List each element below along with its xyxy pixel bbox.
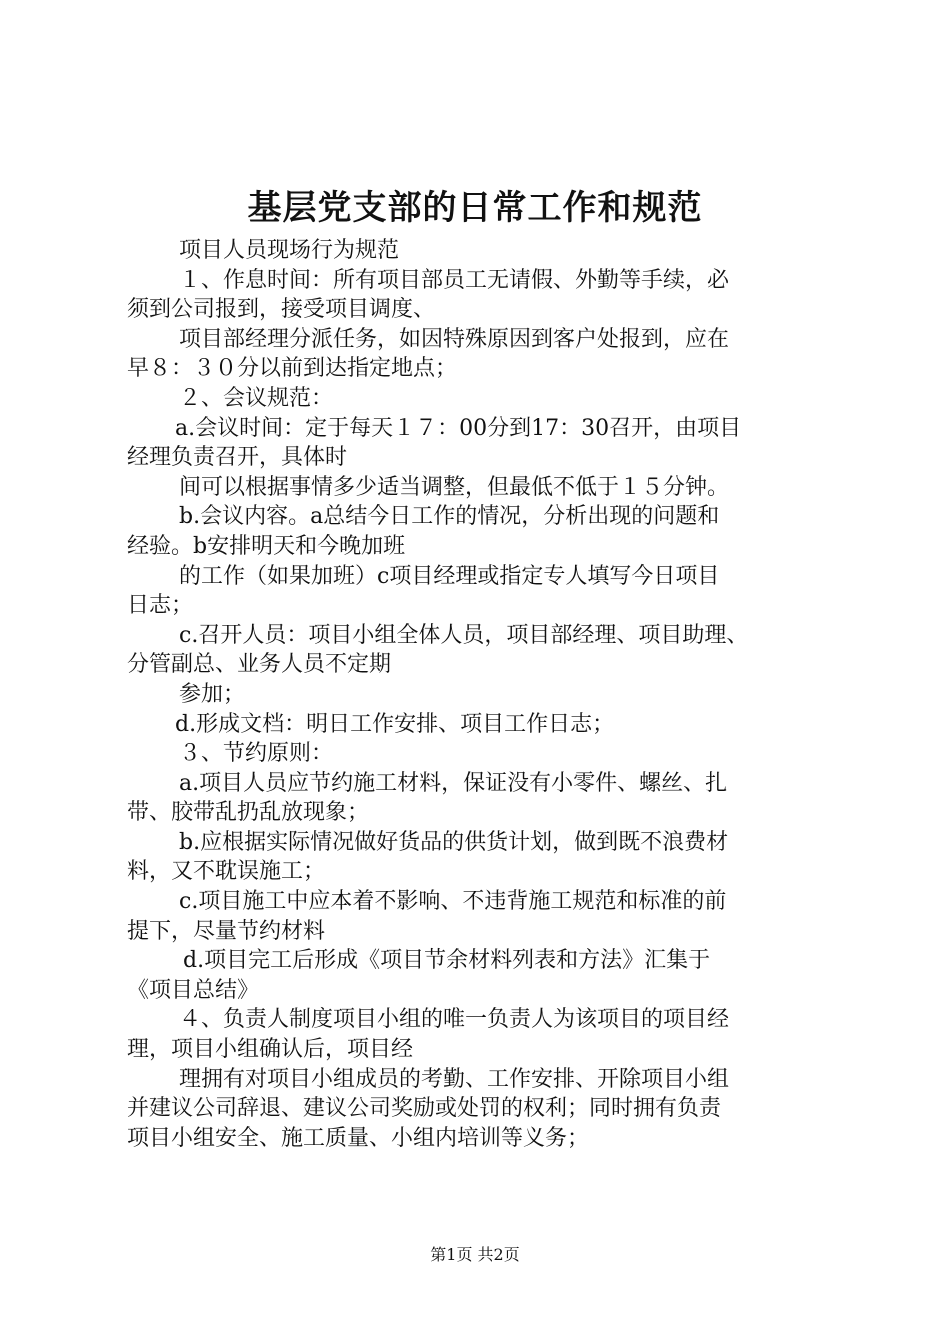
- text-line: 项目人员现场行为规范: [179, 238, 400, 263]
- text-line: 经理负责召开，具体时: [127, 445, 348, 471]
- document-body: [127, 236, 837, 1153]
- text-line: ３、节约原则：: [179, 741, 334, 767]
- text-line: c.召开人员：项目小组全体人员，项目部经理、项目助理、: [179, 622, 749, 648]
- text-line: 经验。b安排明天和今晚加班: [127, 533, 406, 559]
- text-line: 参加；: [179, 681, 246, 707]
- text-line: b.应根据实际情况做好货品的供货计划，做到既不浪费材: [179, 829, 729, 855]
- text-line: c.项目施工中应本着不影响、不违背施工规范和标准的前: [179, 889, 727, 915]
- text-line: 项目小组安全、施工质量、小组内培训等义务；: [127, 1125, 590, 1151]
- text-line: １、作息时间：所有项目部员工无请假、外勤等手续，必: [179, 267, 730, 293]
- page-footer: 第1页 共2页: [430, 1245, 520, 1264]
- text-line: 提下，尽量节约材料: [127, 918, 326, 944]
- text-line: 须到公司报到，接受项目调度、: [127, 297, 436, 323]
- text-line: 项目部经理分派任务，如因特殊原因到客户处报到，应在: [179, 326, 730, 352]
- text-line: a.会议时间：定于每天１７：00分到17：30召开，由项目: [175, 415, 742, 441]
- text-line: 早８：３０分以前到达指定地点；: [127, 356, 458, 382]
- text-line: 料，又不耽误施工；: [127, 859, 326, 885]
- text-line: d.形成文档：明日工作安排、项目工作日志；: [175, 711, 615, 737]
- text-line: 理拥有对项目小组成员的考勤、工作安排、开除项目小组: [179, 1066, 730, 1092]
- document-title: 基层党支部的日常工作和规范: [247, 188, 703, 228]
- text-line: 间可以根据事情多少适当调整，但最低不低于１５分钟。: [179, 474, 730, 500]
- text-line: b.会议内容。a总结今日工作的情况，分析出现的问题和: [179, 504, 720, 530]
- text-line: d.项目完工后形成《项目节余材料列表和方法》汇集于: [183, 948, 711, 974]
- text-line: 分管副总、业务人员不定期: [127, 652, 392, 678]
- text-line: 《项目总结》: [127, 977, 260, 1003]
- text-line: 带、胶带乱扔乱放现象；: [127, 800, 370, 826]
- text-line: 日志；: [127, 593, 194, 619]
- text-line: 理，项目小组确认后，项目经: [127, 1037, 414, 1063]
- text-line: a.项目人员应节约施工材料，保证没有小零件、螺丝、扎: [179, 770, 728, 796]
- text-line: 并建议公司辞退、建议公司奖励或处罚的权利；同时拥有负责: [127, 1096, 722, 1122]
- text-line: 的工作（如果加班）c项目经理或指定专人填写今日项目: [179, 563, 720, 589]
- text-line: ２、会议规范：: [179, 385, 334, 411]
- text-line: ４、负责人制度项目小组的唯一负责人为该项目的项目经: [179, 1007, 730, 1033]
